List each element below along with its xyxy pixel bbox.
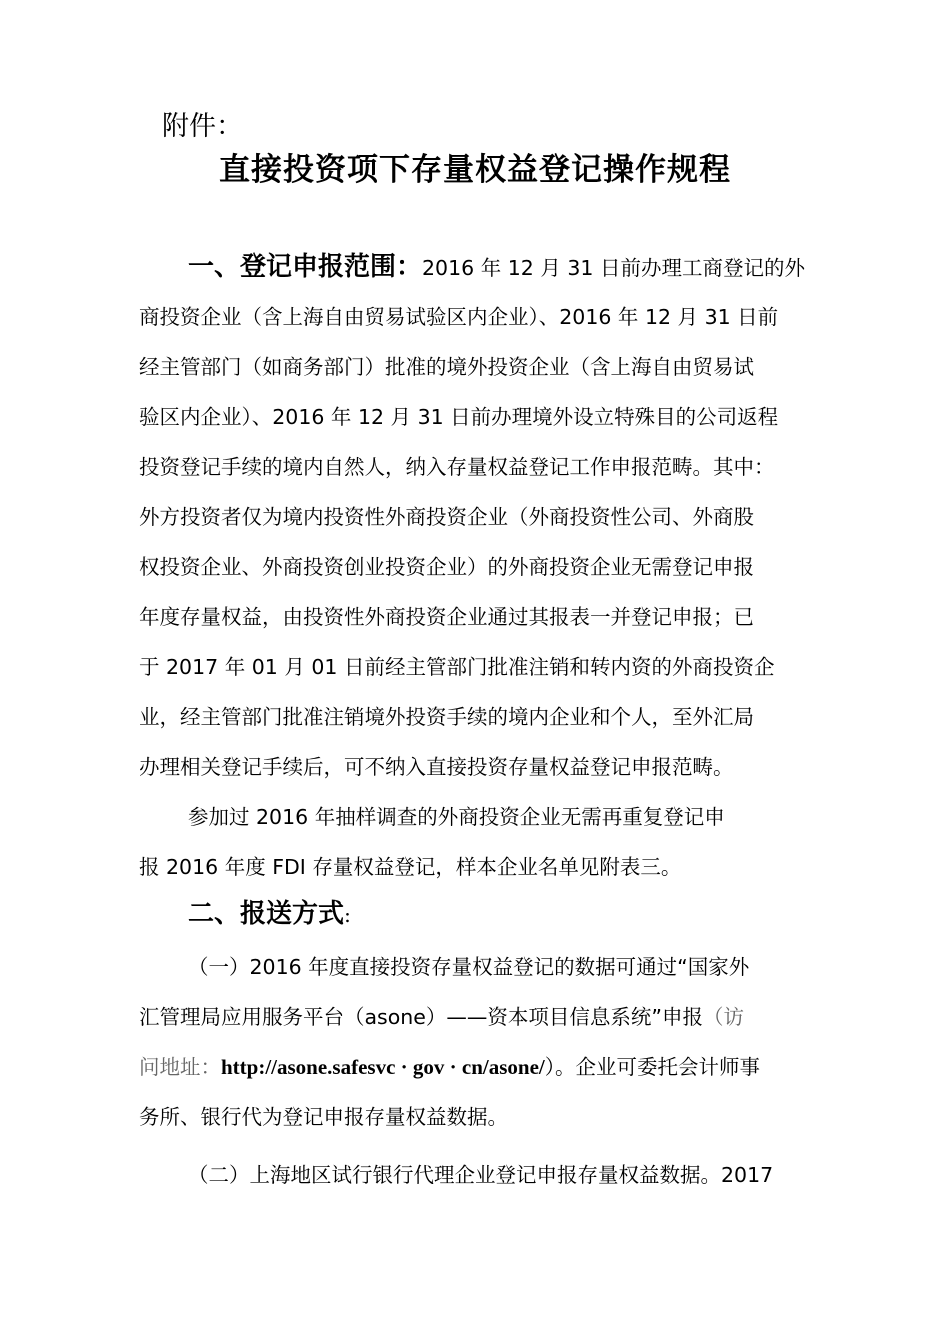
attachment-label: 附件： (162, 111, 243, 142)
section2-item1-line2-text: 汇管理局应用服务平台（asone）——资本项目信息系统”申报 (139, 1005, 704, 1029)
section1-line: 业，经主管部门批准注销境外投资手续的境内企业和个人，至外汇局 (139, 705, 754, 729)
section1-line: 办理相关登记手续后，可不纳入直接投资存量权益登记申报范畴。 (139, 755, 734, 779)
section2-heading-colon: : (344, 903, 351, 927)
access-address-label: 问地址： (139, 1055, 221, 1079)
asone-url: http://asone.safesvc · gov · cn/asone/ (221, 1055, 545, 1079)
section1-line: 权投资企业、外商投资创业投资企业）的外商投资企业无需登记申报 (139, 555, 754, 579)
section1-line: 经主管部门（如商务部门）批准的境外投资企业（含上海自由贸易试 (139, 355, 754, 379)
section2-item2-line1: （二）上海地区试行银行代理企业登记申报存量权益数据。2017 (188, 1163, 774, 1187)
section2-item1-line3-text: ）。企业可委托会计师事 (544, 1055, 761, 1079)
section2-heading: 二、报送方式 (188, 899, 345, 929)
section1-line: 商投资企业（含上海自由贸易试验区内企业）、2016 年 12 月 31 日前 (139, 305, 779, 329)
section2-item1-line1: （一）2016 年度直接投资存量权益登记的数据可通过“国家外 (188, 955, 750, 979)
section1-line: 投资登记手续的境内自然人，纳入存量权益登记工作申报范畴。其中： (139, 455, 775, 479)
section1-first-line (188, 253, 805, 282)
section2-item1-line4: 务所、银行代为登记申报存量权益数据。 (139, 1105, 508, 1129)
section2-heading-line (188, 900, 351, 929)
section1-para2-line1: 参加过 2016 年抽样调查的外商投资企业无需再重复登记申 (188, 805, 725, 829)
document-title: 直接投资项下存量权益登记操作规程 (219, 152, 731, 188)
section1-heading: 一、登记申报范围： (188, 252, 423, 282)
section1-line: 年度存量权益，由投资性外商投资企业通过其报表一并登记申报；已 (139, 605, 754, 629)
section2-item1-line3 (139, 1053, 760, 1081)
section1-line: 验区内企业）、2016 年 12 月 31 日前办理境外设立特殊目的公司返程 (139, 405, 779, 429)
section1-para2-line2: 报 2016 年度 FDI 存量权益登记，样本企业名单见附表三。 (139, 855, 682, 879)
section2-item1-line2-paren: （访 (703, 1005, 745, 1029)
section1-line1-text: 2016 年 12 月 31 日前办理工商登记的外 (422, 256, 805, 280)
section2-item1-line2 (139, 1003, 744, 1031)
section1-line: 外方投资者仅为境内投资性外商投资企业（外商投资性公司、外商股 (139, 505, 754, 529)
section1-line: 于 2017 年 01 月 01 日前经主管部门批准注销和转内资的外商投资企 (139, 655, 775, 679)
